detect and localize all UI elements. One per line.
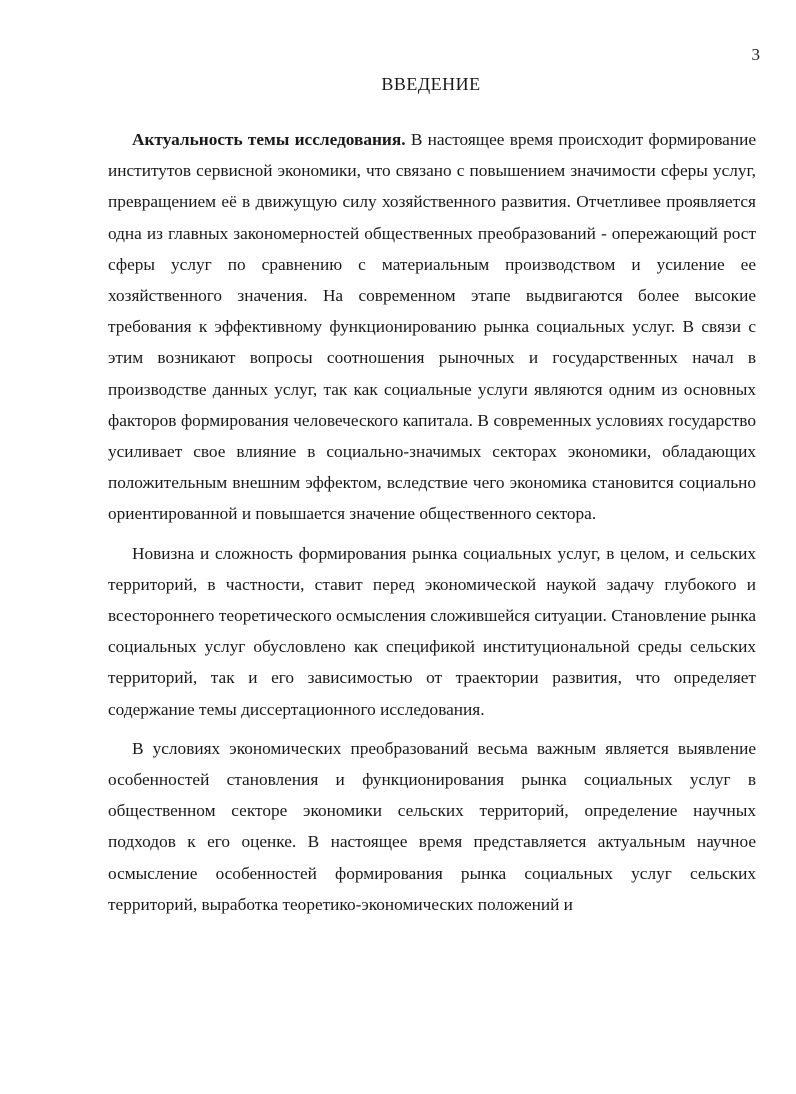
paragraph-relevance — [108, 124, 756, 530]
paragraph-lead: Актуальность темы исследования. — [132, 130, 406, 149]
page-title: ВВЕДЕНИЕ — [381, 74, 481, 94]
paragraph-text: В настоящее время происходит формирование институтов сервисной экономики, что связано с повышением значимости сферы услуг, превращением её в движущую силу хозяйственного развития. Отчетливее проявляется одна из главных закономерностей общественных преобразований - опережающий рост сферы услуг по сравнению с материальным производством и усиление ее хозяйственного значения. На современном этапе выдвигаются более высокие требования к эффективному функционированию рынка социальных услуг. В связи с этим возникают вопросы соотношения рыночных и государственных начал в производстве данных услуг, так как социальные услуги являются одним из основных факторов формирования человеческого капитала. В современных условиях государство усиливает свое влияние в социально-значимых секторах экономики, обладающих положительным внешним эффектом, вследствие чего экономика становится социально ориентированной и повышается значение общественного сектора. — [108, 130, 756, 524]
paragraph-novelty — [108, 538, 756, 725]
paragraph-text: В условиях экономических преобразований весьма важным является выявление особенностей становления и функционирования рынка социальных услуг в общественном секторе экономики сельских территорий, определение научных подходов к его оценке. В настоящее время представляется актуальным научное осмысление особенностей формирования рынка социальных услуг сельских территорий, выработка теоретико-экономических положений и — [108, 738, 756, 914]
body-text — [108, 124, 756, 920]
paragraph-text: Новизна и сложность формирования рынка социальных услуг, в целом, и сельских территорий, в частности, ставит перед экономической наукой задачу глубокого и всестороннего теоретического осмысления сложившейся ситуации. Становление рынка социальных услуг обусловлено как спецификой институциональной среды сельских территорий, так и его зависимостью от траектории развития, что определяет содержание темы диссертационного исследования. — [108, 543, 756, 719]
page-number: 3 — [751, 45, 760, 64]
paragraph-conditions — [108, 733, 756, 920]
